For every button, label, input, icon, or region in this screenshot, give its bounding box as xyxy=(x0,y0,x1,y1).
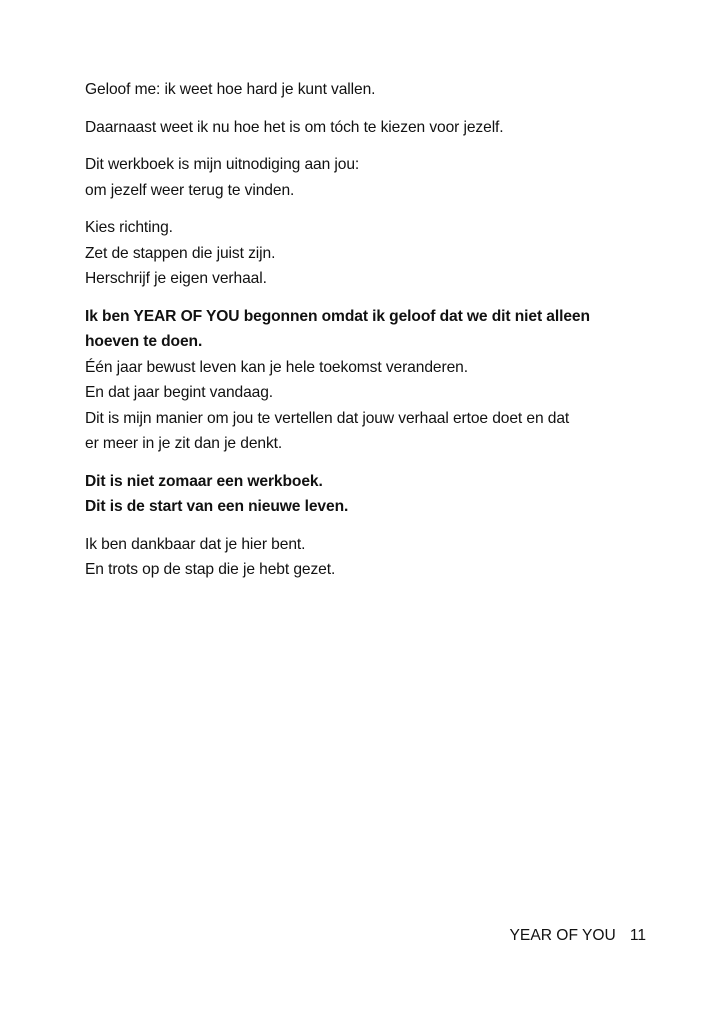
paragraph-group-5-6 xyxy=(85,304,655,457)
text-line: Zet de stappen die juist zijn. xyxy=(85,244,276,262)
page-number: 11 xyxy=(629,927,646,944)
page-body xyxy=(85,77,655,595)
bold-text-line: Dit is niet zomaar een werkboek. xyxy=(85,472,323,490)
paragraph-2 xyxy=(85,115,655,141)
bold-text-line: Dit is de start van een nieuwe leven. xyxy=(85,498,349,515)
bold-text-line: hoeven te doen. xyxy=(85,333,203,350)
text-line: Kies richting. xyxy=(85,219,173,236)
text-line: Daarnaast weet ik nu hoe het is om tóch te kiezen voor jezelf. xyxy=(85,118,504,136)
paragraph-1 xyxy=(85,77,655,103)
paragraph-8 xyxy=(85,532,655,583)
text-line: Ik ben dankbaar dat je hier bent. xyxy=(85,535,306,553)
text-line: En trots op de stap die je hebt gezet. xyxy=(85,561,336,578)
text-line: En dat jaar begint vandaag. xyxy=(85,384,274,401)
text-line: er meer in je zit dan je denkt. xyxy=(85,435,283,452)
paragraph-7 xyxy=(85,469,655,520)
footer-title: YEAR OF YOU xyxy=(509,927,616,944)
bold-text-line: Ik ben YEAR OF YOU begonnen omdat ik geloof dat we dit niet alleen xyxy=(85,307,590,325)
text-line: Dit is mijn manier om jou te vertellen dat jouw verhaal ertoe doet en dat xyxy=(85,409,570,427)
text-line: Dit werkboek is mijn uitnodiging aan jou: xyxy=(85,156,360,173)
page-footer xyxy=(510,925,646,947)
paragraph-3 xyxy=(85,152,655,203)
paragraph-4 xyxy=(85,215,655,292)
text-line: om jezelf weer terug te vinden. xyxy=(85,181,295,199)
text-line: Geloof me: ik weet hoe hard je kunt vallen. xyxy=(85,81,376,98)
text-line: Één jaar bewust leven kan je hele toekomst veranderen. xyxy=(85,358,468,376)
text-line: Herschrijf je eigen verhaal. xyxy=(85,270,267,287)
